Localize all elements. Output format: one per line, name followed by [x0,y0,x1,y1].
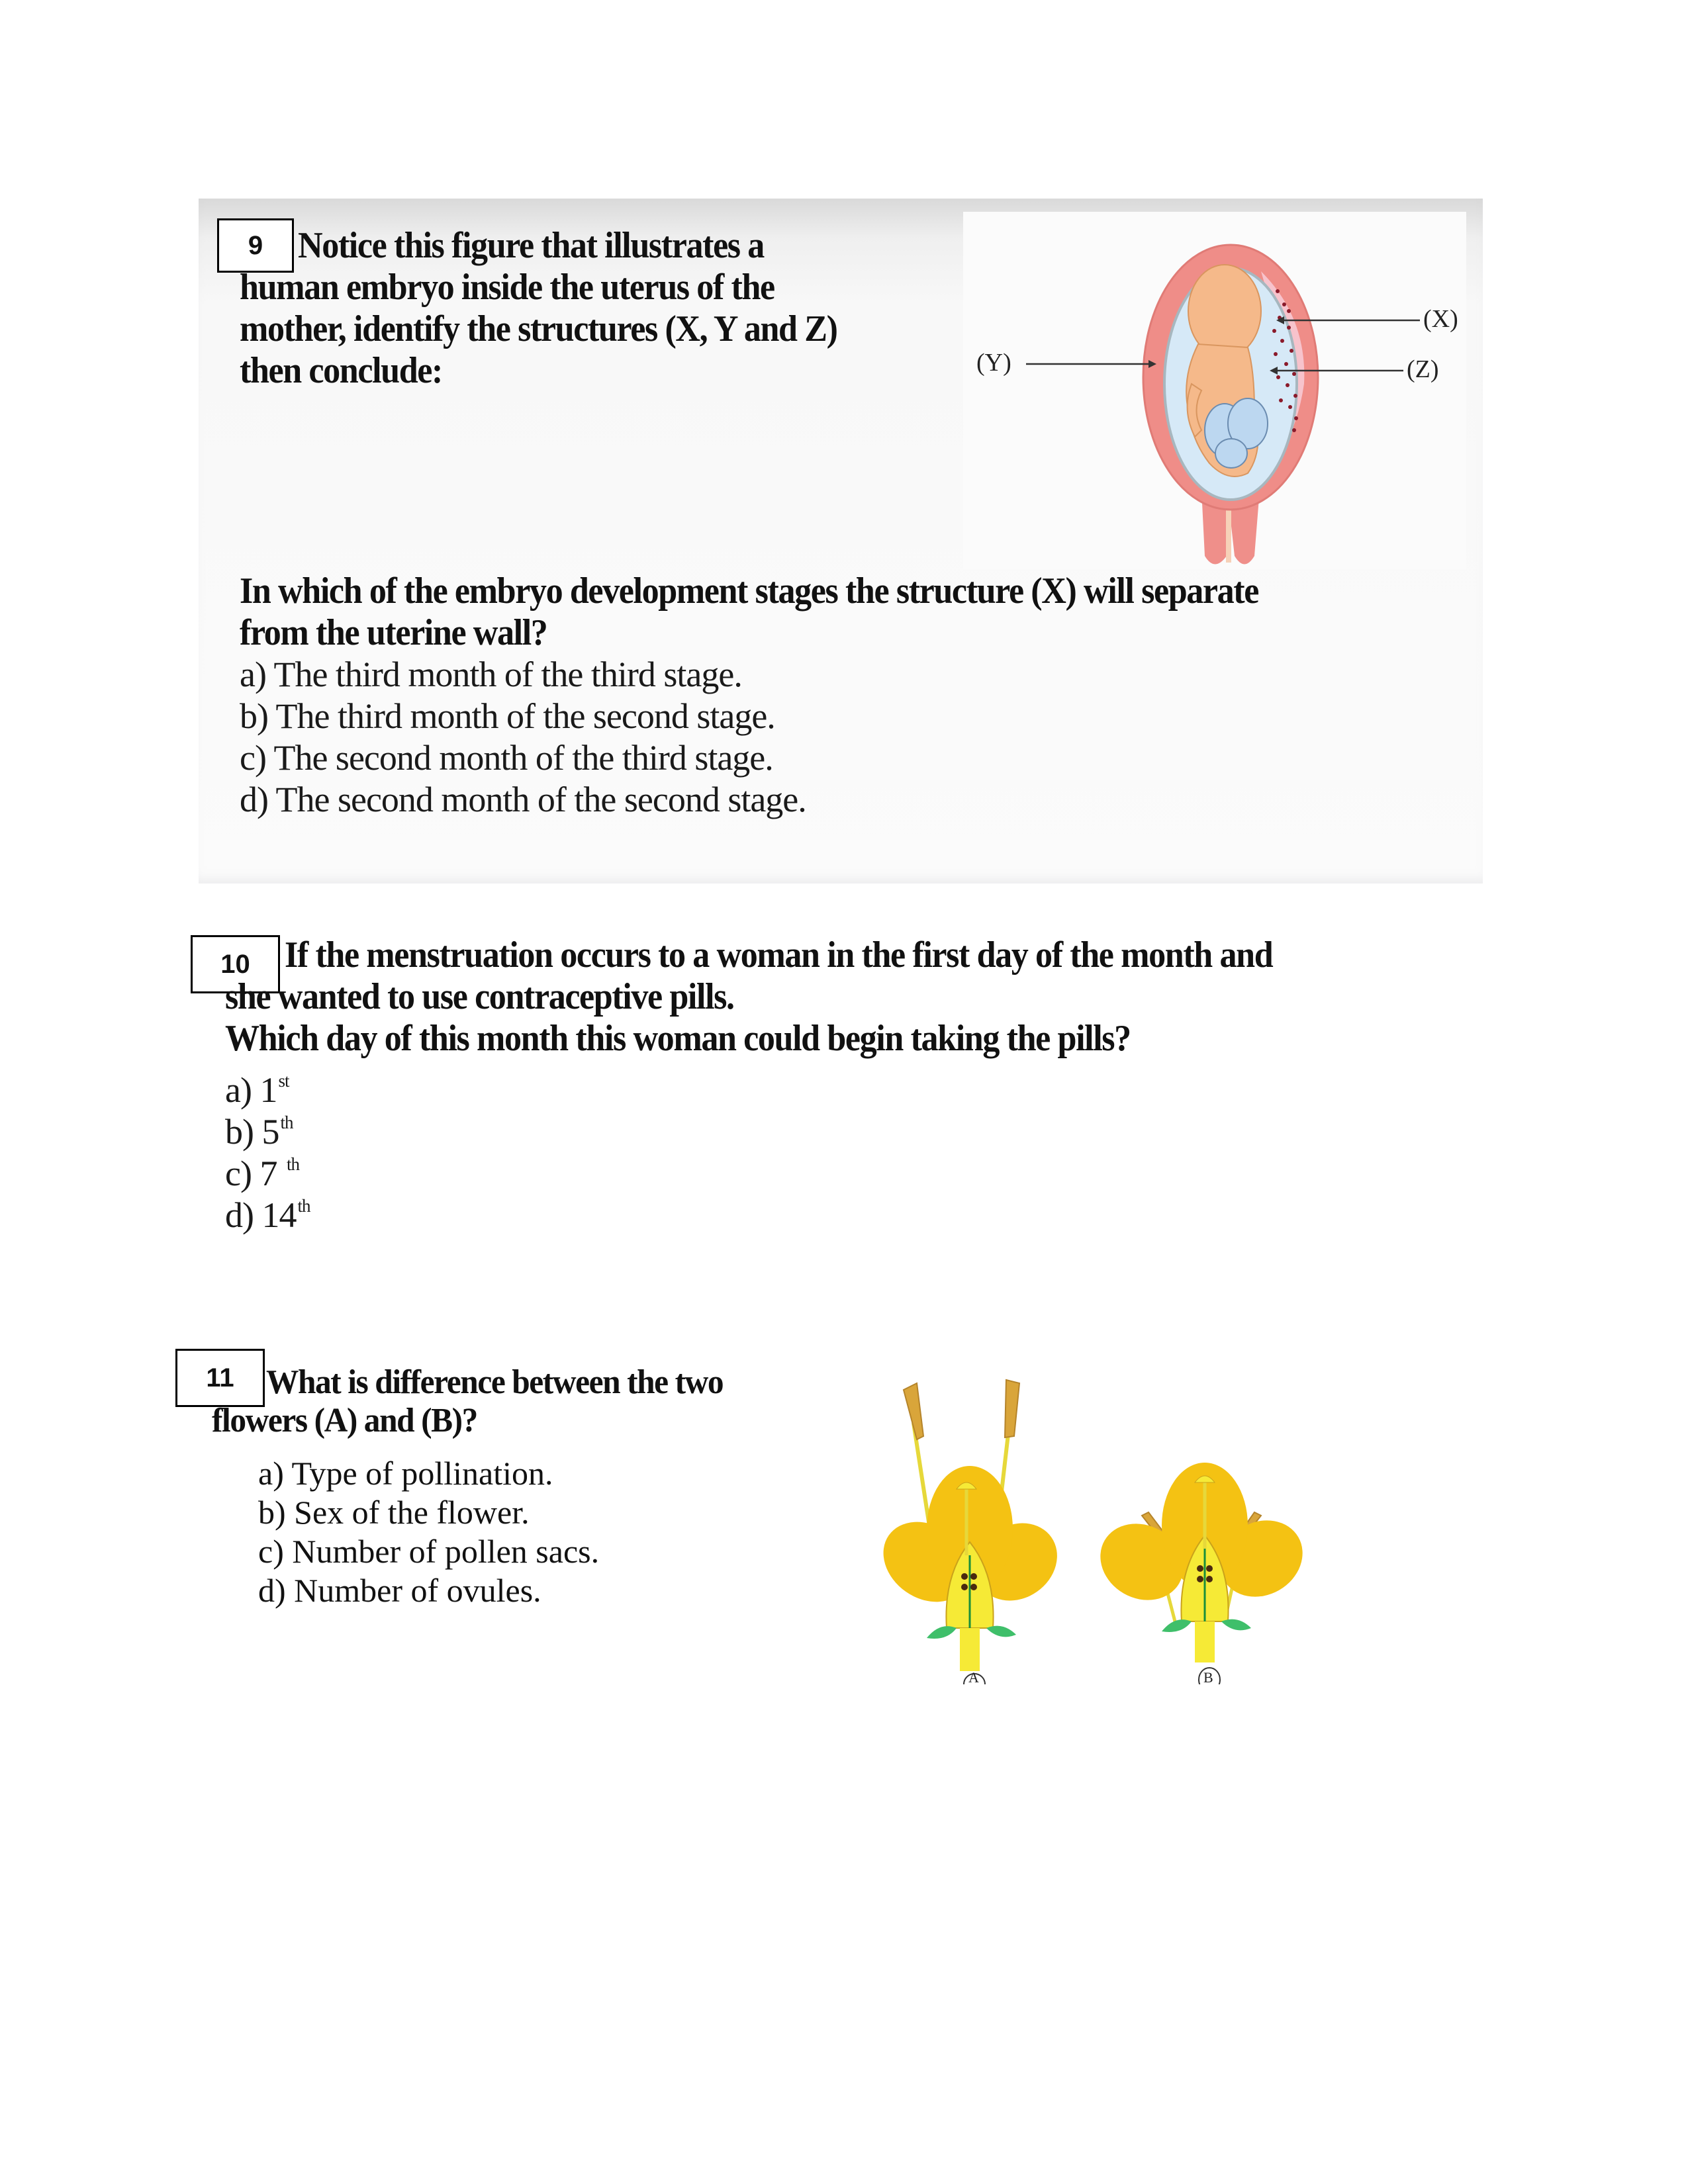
option-text: d) 14 [225,1195,297,1235]
option-d[interactable]: d) The second month of the second stage. [240,780,806,819]
question-prompt-line: mother, identify the structures (X, Y and Z) [240,308,837,349]
option-a[interactable]: a) The third month of the third stage. [240,655,742,694]
question-prompt-line: Which day of this month this woman could begin taking the pills? [225,1018,1131,1059]
option-d[interactable] [225,1185,310,1236]
question-prompt-line: flowers (A) and (B)? [212,1402,477,1439]
flower-a [874,1380,1072,1684]
embryo-illustration [963,212,1466,569]
question-prompt-line: What is difference between the two [266,1363,724,1401]
option-d[interactable]: d) Number of ovules. [258,1572,541,1609]
question-prompt-line: If the menstruation occurs to a woman in the first day of the month and [285,934,1273,976]
label-y: (Y) [976,349,1011,377]
flowers-illustration [874,1363,1390,1684]
label-z: (Z) [1407,355,1439,383]
ordinal-suffix: th [280,1113,293,1132]
option-a[interactable]: a) Type of pollination. [258,1455,553,1492]
ordinal-suffix: st [278,1071,289,1091]
question-number-box [175,1349,265,1407]
question-text-line: In which of the embryo development stages the structure (X) will separate [240,570,1258,612]
flower-label-b: B [1203,1669,1213,1684]
ordinal-suffix: th [286,1154,299,1174]
question-prompt-line: then conclude: [240,350,442,391]
question-prompt-line: human embryo inside the uterus of the [240,267,774,308]
option-text: b) 5 [225,1111,279,1152]
question-prompt-line: Notice this figure that illustrates a [298,225,764,266]
embryo-uterus-figure [963,212,1466,569]
option-text: c) 7 [225,1153,285,1193]
label-x: (X) [1423,305,1458,333]
question-text-line: from the uterine wall? [240,612,547,653]
option-text: a) 1 [225,1069,277,1110]
flower-b [1086,1463,1317,1684]
flowers-figure [874,1363,1390,1684]
option-c[interactable]: c) The second month of the third stage. [240,738,773,778]
ordinal-suffix: th [297,1196,310,1216]
question-number: 9 [248,230,263,260]
option-b[interactable]: b) The third month of the second stage. [240,696,775,736]
question-prompt-line: she wanted to use contraceptive pills. [225,976,734,1017]
question-number: 11 [206,1363,234,1392]
question-number: 10 [220,949,250,979]
option-c[interactable]: c) Number of pollen sacs. [258,1533,600,1570]
flower-label-a: A [968,1669,979,1684]
option-b[interactable]: b) Sex of the flower. [258,1494,530,1531]
question-number-box [217,218,294,273]
